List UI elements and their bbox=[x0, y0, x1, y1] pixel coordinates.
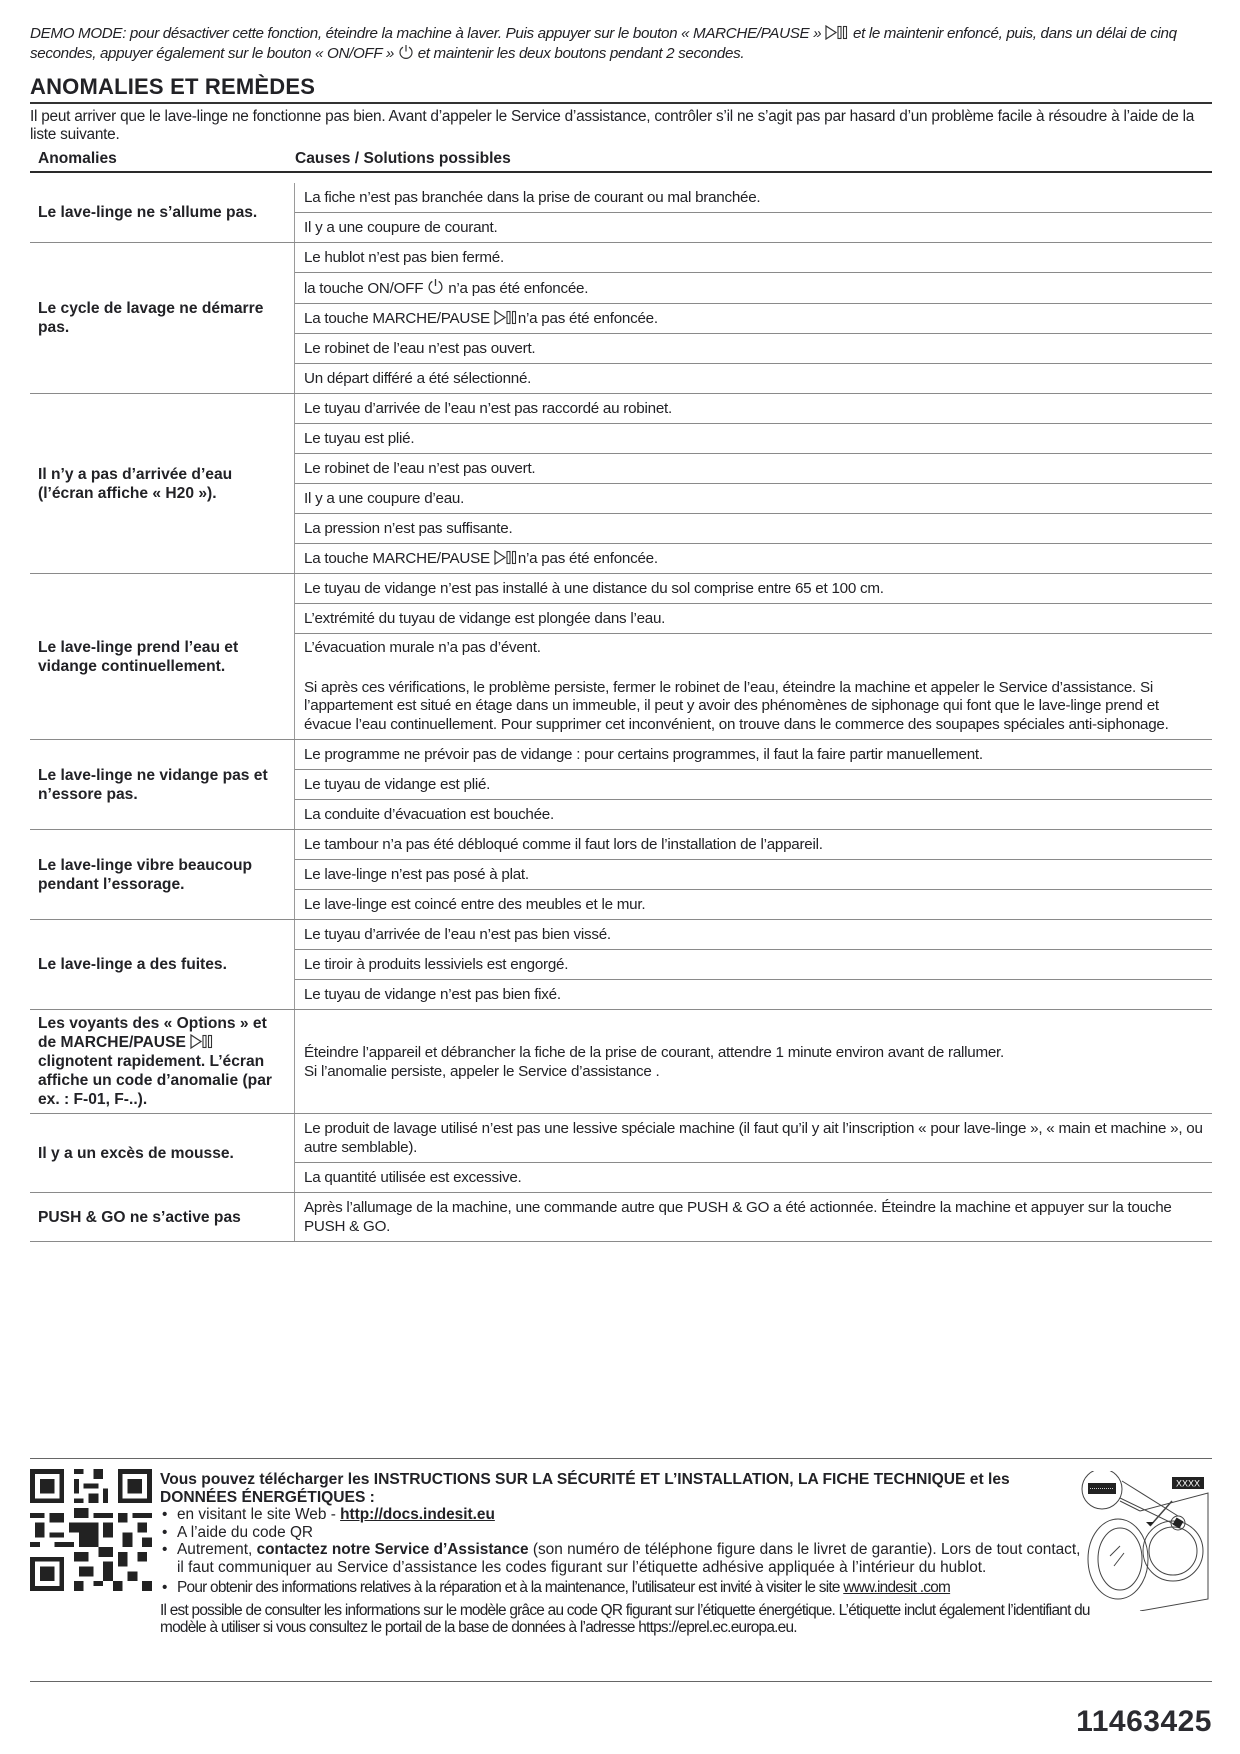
anomaly-cell: Le cycle de lavage ne démarre pas. bbox=[30, 243, 295, 393]
cause-cell: Le produit de lavage utilisé n’est pas une lessive spéciale machine (il faut qu’il y ait l’inscription « pour lave-linge », « main et machine », ou autre semblable). bbox=[295, 1114, 1212, 1163]
section-title: ANOMALIES ET REMÈDES bbox=[30, 74, 1212, 104]
cause-cell: Le tuyau de vidange n’est pas bien fixé. bbox=[304, 986, 561, 1003]
footer-text bbox=[160, 1471, 1090, 1637]
cause-cell: Le lave-linge n’est pas posé à plat. bbox=[295, 860, 1212, 890]
table-row bbox=[30, 830, 1212, 920]
table-header bbox=[30, 147, 1212, 173]
bullet-website bbox=[160, 1506, 1090, 1524]
cause-text: La touche MARCHE/PAUSE bbox=[304, 550, 490, 567]
cause-cell: Le tuyau de vidange est plié. bbox=[295, 770, 1212, 800]
anomaly-cell: Le lave-linge ne vidange pas et n’essore pas. bbox=[30, 740, 295, 829]
cause-cell: Le robinet de l’eau n’est pas ouvert. bbox=[295, 334, 1212, 364]
document-number: 11463425 bbox=[1076, 1705, 1212, 1738]
cause-text: Si l’anomalie persiste, appeler le Service d’assistance . bbox=[304, 1062, 660, 1080]
cause-text: la touche ON/OFF bbox=[304, 280, 424, 297]
eprel-note: Il est possible de consulter les informations sur le modèle grâce au code QR figurant sur l’étiquette énergétique. L’étiquette inclut également l’identifiant du modèle à utiliser si vous consultez le portail de la base de données à l’adresse https://eprel.ec.europa.eu. bbox=[160, 1601, 1090, 1636]
cause-cell bbox=[295, 1038, 1012, 1086]
power-icon bbox=[398, 44, 414, 60]
cause-cell: Le programme ne prévoir pas de vidange : pour certains programmes, il faut la faire partir manuellement. bbox=[295, 740, 1212, 770]
cause-cell: Un départ différé a été sélectionné. bbox=[304, 370, 532, 387]
washing-machine-label-illustration bbox=[1080, 1471, 1215, 1611]
docs-link[interactable]: http://docs.indesit.eu bbox=[340, 1506, 495, 1523]
cause-cell: Le tuyau est plié. bbox=[295, 424, 1212, 454]
section-intro: Il peut arriver que le lave-linge ne fonctionne pas bien. Avant d’appeler le Service d’assistance, contrôler s’il ne s’agit pas par hasard d’un problème facile à résoudre à l’aide de la liste suivante. bbox=[30, 108, 1195, 143]
cause-suffix: n’a pas été enfoncée. bbox=[517, 550, 658, 567]
anomaly-text: clignotent rapidement. L’écran affiche un code d’anomalie (par ex. : F-01, F-..). bbox=[38, 1053, 272, 1108]
cause-cell: Le tiroir à produits lessiviels est engorgé. bbox=[295, 950, 1212, 980]
cause-cell: Le hublot n’est pas bien fermé. bbox=[295, 243, 1212, 273]
cause-cell: L’extrémité du tuyau de vidange est plongée dans l’eau. bbox=[295, 604, 1212, 634]
page bbox=[30, 24, 1212, 1242]
anomaly-cell: Le lave-linge vibre beaucoup pendant l’essorage. bbox=[30, 830, 295, 919]
bullet-text: en visitant le site Web - bbox=[177, 1506, 341, 1523]
cause-text: Si après ces vérifications, le problème persiste, fermer le robinet de l’eau, éteindre la machine et appeler le Service d’assistance. Si l’appartement est situé en étage dans un immeuble, il peut y avoir des phénomènes de siphonage qui font que le lave-linge prend et évacue l’eau continuellement. Pour supprimer cet inconvénient, on trouve dans le commerce des soupapes spéciales anti-siphonage. bbox=[304, 678, 1169, 733]
cause-cell: Il y a une coupure d’eau. bbox=[295, 484, 1212, 514]
bullet-bold: contactez notre Service d’Assistance bbox=[256, 1541, 529, 1558]
anomaly-cell: Il n’y a pas d’arrivée d’eau (l’écran affiche « H20 »). bbox=[30, 394, 295, 573]
cause-cell bbox=[295, 273, 1212, 304]
anomaly-cell: Le lave-linge prend l’eau et vidange continuellement. bbox=[30, 574, 295, 739]
table-row bbox=[30, 1114, 1212, 1193]
bullet-text: Pour obtenir des informations relatives à la réparation et à la maintenance, l’utilisateur est invité à visiter le site bbox=[177, 1579, 844, 1596]
cause-suffix: n’a pas été enfoncée. bbox=[448, 280, 589, 297]
anomaly-cell: Le lave-linge ne s’allume pas. bbox=[30, 183, 295, 242]
demo-text-1: DEMO MODE: pour désactiver cette fonction, éteindre la machine à laver. Puis appuyer sur le bouton « MARCHE/PAUSE » bbox=[30, 25, 822, 42]
demo-text-2: et le maintenir enfoncé, puis, dans un délai de cinq secondes, appuyer également sur le bouton « ON/OFF » bbox=[30, 25, 1177, 62]
anomaly-text: Les voyants des « Options » et de MARCHE/PAUSE bbox=[38, 1015, 267, 1051]
cause-cell: La quantité utilisée est excessive. bbox=[304, 1169, 522, 1186]
cause-text: L’évacuation murale n’a pas d’évent. bbox=[304, 639, 541, 656]
bullet-contact bbox=[160, 1541, 1090, 1576]
indesit-link[interactable]: www.indesit .com bbox=[843, 1579, 951, 1596]
bullet-text: Autrement, bbox=[177, 1541, 257, 1558]
play-pause-icon bbox=[190, 1034, 214, 1049]
cause-text: Éteindre l’appareil et débrancher la fiche de la prise de courant, attendre 1 minute environ avant de rallumer. bbox=[304, 1043, 1004, 1061]
cause-suffix: n’a pas été enfoncée. bbox=[517, 310, 658, 327]
cause-cell bbox=[295, 544, 1212, 573]
header-causes: Causes / Solutions possibles bbox=[295, 150, 511, 167]
footer-info bbox=[30, 1458, 1212, 1682]
table-row bbox=[30, 243, 1212, 394]
table-row bbox=[30, 574, 1212, 740]
footer-title: Vous pouvez télécharger les INSTRUCTIONS SUR LA SÉCURITÉ ET L’INSTALLATION, LA FICHE TECHNIQUE et les DONNÉES ÉNERGÉTIQUES : bbox=[160, 1471, 1010, 1506]
play-pause-icon bbox=[494, 550, 518, 565]
anomaly-cell bbox=[30, 1010, 295, 1113]
table-row bbox=[30, 920, 1212, 1010]
play-pause-icon bbox=[494, 310, 518, 325]
cause-text: La touche MARCHE/PAUSE bbox=[304, 310, 490, 327]
anomaly-cell: Le lave-linge a des fuites. bbox=[30, 920, 295, 1009]
cause-cell: Il y a une coupure de courant. bbox=[304, 219, 498, 236]
cause-cell: Après l’allumage de la machine, une commande autre que PUSH & GO a été actionnée. Éteindre la machine et appuyer sur la touche PUSH & GO. bbox=[304, 1199, 1172, 1235]
label-code: XXXX bbox=[1175, 1478, 1201, 1489]
cause-cell: Le tuyau de vidange n’est pas installé à une distance du sol comprise entre 65 et 100 cm. bbox=[295, 574, 1212, 604]
demo-mode-note bbox=[30, 24, 1212, 66]
cause-cell bbox=[295, 634, 1212, 739]
troubleshooting-table bbox=[30, 183, 1212, 1242]
anomaly-cell: Il y a un excès de mousse. bbox=[30, 1114, 295, 1192]
power-icon bbox=[427, 278, 444, 295]
table-row bbox=[30, 1010, 1212, 1114]
bullet-qr: • A l’aide du code QR bbox=[160, 1524, 1090, 1542]
footer-bullets bbox=[160, 1506, 1090, 1597]
cause-cell: Le lave-linge est coincé entre des meubles et le mur. bbox=[304, 896, 646, 913]
anomaly-cell: PUSH & GO ne s’active pas bbox=[30, 1193, 295, 1241]
bullet-repair bbox=[160, 1579, 1090, 1597]
cause-cell: Le robinet de l’eau n’est pas ouvert. bbox=[295, 454, 1212, 484]
header-anomalies: Anomalies bbox=[38, 150, 117, 167]
cause-cell: La pression n’est pas suffisante. bbox=[295, 514, 1212, 544]
demo-text-3: et maintenir les deux boutons pendant 2 secondes. bbox=[413, 45, 745, 62]
cause-cell: Le tuyau d’arrivée de l’eau n’est pas raccordé au robinet. bbox=[295, 394, 1212, 424]
play-pause-icon bbox=[825, 25, 849, 40]
cause-cell: Le tambour n’a pas été débloqué comme il faut lors de l’installation de l’appareil. bbox=[295, 830, 1212, 860]
table-row bbox=[30, 183, 1212, 243]
table-row bbox=[30, 740, 1212, 830]
cause-cell: La conduite d’évacuation est bouchée. bbox=[304, 806, 554, 823]
cause-cell bbox=[295, 304, 1212, 334]
bullet-text: (son numéro de téléphone figure dans le livret de garantie). Lors de tout contact, il faut communiquer au Service d’assistance les codes figurant sur l’étiquette adhésive appliquée à l’intérieur du hublot. bbox=[177, 1541, 1081, 1576]
cause-cell: Le tuyau d’arrivée de l’eau n’est pas bien vissé. bbox=[295, 920, 1212, 950]
qr-code-icon[interactable] bbox=[30, 1469, 152, 1591]
table-row bbox=[30, 394, 1212, 574]
table-row bbox=[30, 1193, 1212, 1242]
cause-cell: La fiche n’est pas branchée dans la prise de courant ou mal branchée. bbox=[295, 183, 1212, 213]
